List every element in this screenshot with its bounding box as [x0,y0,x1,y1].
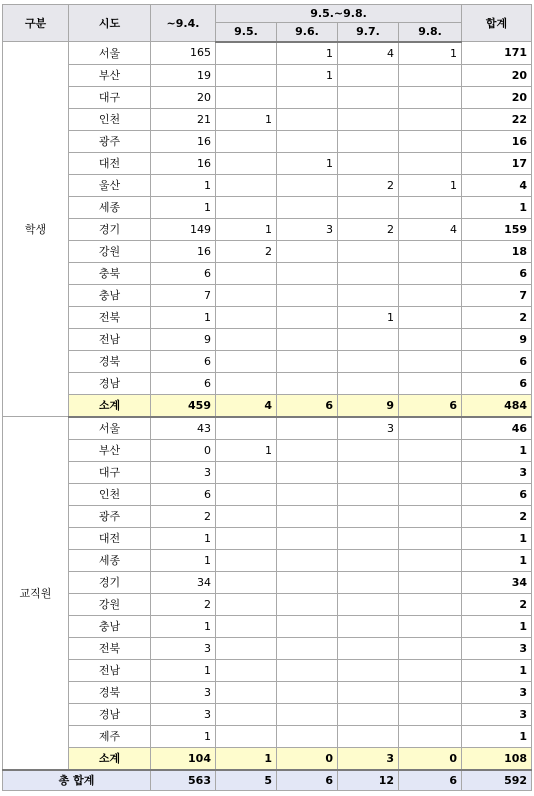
subtotal-value: 3 [338,747,399,770]
table-row [3,505,532,527]
region-cell: 경남 [69,703,151,725]
subtotal-value: 1 [216,747,277,770]
value-cell [338,703,399,725]
value-cell [216,703,277,725]
value-cell [277,306,338,328]
region-cell: 대구 [69,461,151,483]
value-cell: 6 [151,350,216,372]
value-cell [277,549,338,571]
value-cell: 3 [151,681,216,703]
table-row [3,527,532,549]
table-row [3,549,532,571]
subtotal-value: 0 [399,747,462,770]
region-cell: 대구 [69,86,151,108]
total-cell: 6 [462,350,532,372]
value-cell [338,483,399,505]
cases-table [2,4,532,791]
value-cell [399,306,462,328]
table-row [3,659,532,681]
value-cell [338,549,399,571]
category-cell: 교직원 [3,417,69,770]
value-cell [338,505,399,527]
subtotal-row [3,394,532,417]
table-row [3,593,532,615]
subtotal-value: 104 [151,747,216,770]
value-cell [216,372,277,394]
value-cell [338,461,399,483]
value-cell [399,505,462,527]
total-cell: 7 [462,284,532,306]
value-cell [216,306,277,328]
subtotal-value: 6 [277,394,338,417]
value-cell: 19 [151,64,216,86]
grand-total-total: 592 [462,770,532,791]
value-cell [338,372,399,394]
value-cell [277,439,338,461]
region-cell: 인천 [69,483,151,505]
value-cell [338,328,399,350]
total-cell: 1 [462,615,532,637]
value-cell [338,659,399,681]
value-cell [216,505,277,527]
value-cell [216,42,277,65]
value-cell [399,152,462,174]
value-cell: 43 [151,417,216,440]
value-cell [216,637,277,659]
value-cell: 0 [151,439,216,461]
value-cell: 1 [151,659,216,681]
value-cell [338,593,399,615]
value-cell [399,725,462,747]
value-cell [277,659,338,681]
value-cell: 1 [151,725,216,747]
value-cell [338,152,399,174]
value-cell [338,615,399,637]
table-body [3,42,532,791]
region-cell: 광주 [69,505,151,527]
value-cell [338,108,399,130]
total-cell: 171 [462,42,532,65]
region-cell: 경북 [69,681,151,703]
region-cell: 전북 [69,306,151,328]
region-cell: 충남 [69,615,151,637]
value-cell [277,725,338,747]
header-category: 구분 [3,5,69,42]
region-cell: 충남 [69,284,151,306]
grand-total-value: 12 [338,770,399,791]
subtotal-value: 9 [338,394,399,417]
value-cell [277,505,338,527]
total-cell: 6 [462,483,532,505]
table-row [3,703,532,725]
header-before: ~9.4. [151,5,216,42]
value-cell: 3 [151,703,216,725]
value-cell [399,549,462,571]
value-cell [277,615,338,637]
subtotal-value: 459 [151,394,216,417]
total-cell: 1 [462,527,532,549]
region-cell: 강원 [69,240,151,262]
value-cell [277,86,338,108]
value-cell: 3 [277,218,338,240]
total-cell: 3 [462,681,532,703]
value-cell: 6 [151,262,216,284]
total-cell: 9 [462,328,532,350]
value-cell [399,461,462,483]
total-cell: 3 [462,637,532,659]
value-cell [338,725,399,747]
value-cell [399,86,462,108]
table-row [3,328,532,350]
region-cell: 인천 [69,108,151,130]
table-row [3,108,532,130]
table-row [3,240,532,262]
value-cell [277,240,338,262]
value-cell [277,571,338,593]
total-cell: 20 [462,86,532,108]
total-cell: 2 [462,306,532,328]
header-day: 9.5. [216,23,277,42]
table-row [3,196,532,218]
table-row [3,372,532,394]
value-cell: 6 [151,483,216,505]
value-cell [216,152,277,174]
table-row [3,86,532,108]
value-cell [277,703,338,725]
value-cell [399,262,462,284]
value-cell [399,703,462,725]
value-cell: 2 [338,174,399,196]
value-cell [216,615,277,637]
value-cell [277,284,338,306]
subtotal-value: 0 [277,747,338,770]
value-cell [277,262,338,284]
value-cell [277,483,338,505]
total-cell: 4 [462,174,532,196]
value-cell [399,196,462,218]
value-cell [399,483,462,505]
region-cell: 광주 [69,130,151,152]
grand-total-value: 563 [151,770,216,791]
value-cell [338,86,399,108]
value-cell: 1 [216,439,277,461]
header-day: 9.6. [277,23,338,42]
value-cell: 1 [338,306,399,328]
value-cell: 1 [151,174,216,196]
total-cell: 2 [462,505,532,527]
subtotal-label: 소계 [69,747,151,770]
total-cell: 34 [462,571,532,593]
value-cell [277,174,338,196]
value-cell [399,240,462,262]
region-cell: 부산 [69,64,151,86]
table-row [3,42,532,65]
region-cell: 경기 [69,218,151,240]
value-cell: 20 [151,86,216,108]
value-cell [338,350,399,372]
value-cell [399,108,462,130]
value-cell [216,571,277,593]
header-period: 9.5.~9.8. [216,5,462,23]
total-cell: 1 [462,439,532,461]
header-day: 9.7. [338,23,399,42]
value-cell [399,350,462,372]
value-cell [338,527,399,549]
value-cell [338,262,399,284]
value-cell [399,615,462,637]
grand-total-value: 6 [399,770,462,791]
value-cell: 1 [151,527,216,549]
header-region: 시도 [69,5,151,42]
value-cell: 1 [399,174,462,196]
total-cell: 3 [462,703,532,725]
region-cell: 전북 [69,637,151,659]
value-cell [399,328,462,350]
grand-total-label: 총 합계 [3,770,151,791]
total-cell: 2 [462,593,532,615]
value-cell: 1 [277,152,338,174]
value-cell: 1 [151,615,216,637]
value-cell: 3 [151,461,216,483]
value-cell [399,130,462,152]
total-cell: 1 [462,549,532,571]
value-cell: 16 [151,152,216,174]
value-cell [277,417,338,440]
subtotal-row [3,747,532,770]
value-cell [216,461,277,483]
value-cell [216,262,277,284]
value-cell [216,174,277,196]
total-cell: 22 [462,108,532,130]
value-cell: 21 [151,108,216,130]
region-cell: 서울 [69,417,151,440]
value-cell [216,549,277,571]
region-cell: 전남 [69,328,151,350]
value-cell: 6 [151,372,216,394]
value-cell: 3 [338,417,399,440]
subtotal-value: 4 [216,394,277,417]
value-cell [277,372,338,394]
value-cell [277,130,338,152]
total-cell: 18 [462,240,532,262]
table-row [3,218,532,240]
grand-total-row [3,770,532,791]
value-cell [338,240,399,262]
subtotal-total: 484 [462,394,532,417]
value-cell [399,571,462,593]
table-row [3,483,532,505]
value-cell [216,86,277,108]
value-cell [338,130,399,152]
value-cell [338,571,399,593]
value-cell [216,417,277,440]
value-cell: 1 [151,549,216,571]
value-cell [399,681,462,703]
value-cell [399,284,462,306]
value-cell [277,108,338,130]
table-row [3,615,532,637]
value-cell: 1 [277,64,338,86]
table-row [3,174,532,196]
value-cell [399,637,462,659]
table-row [3,152,532,174]
region-cell: 충북 [69,262,151,284]
value-cell [277,196,338,218]
value-cell [338,284,399,306]
region-cell: 경남 [69,372,151,394]
value-cell [277,681,338,703]
table-row [3,681,532,703]
table-row [3,64,532,86]
region-cell: 부산 [69,439,151,461]
table-row [3,284,532,306]
value-cell [338,681,399,703]
value-cell [216,483,277,505]
value-cell [216,328,277,350]
subtotal-label: 소계 [69,394,151,417]
value-cell: 9 [151,328,216,350]
value-cell [399,372,462,394]
total-cell: 6 [462,372,532,394]
value-cell [338,64,399,86]
value-cell [399,64,462,86]
value-cell [399,659,462,681]
value-cell: 34 [151,571,216,593]
value-cell [216,681,277,703]
table-row [3,571,532,593]
value-cell: 2 [151,593,216,615]
value-cell: 1 [277,42,338,65]
header-day: 9.8. [399,23,462,42]
value-cell: 7 [151,284,216,306]
value-cell: 2 [338,218,399,240]
value-cell [216,130,277,152]
region-cell: 세종 [69,196,151,218]
value-cell [216,527,277,549]
grand-total-value: 6 [277,770,338,791]
value-cell: 2 [151,505,216,527]
header-total: 합계 [462,5,532,42]
table-row [3,725,532,747]
region-cell: 경기 [69,571,151,593]
value-cell [216,659,277,681]
table-row [3,350,532,372]
value-cell [277,637,338,659]
total-cell: 3 [462,461,532,483]
table-row [3,417,532,440]
region-cell: 제주 [69,725,151,747]
value-cell: 1 [216,218,277,240]
region-cell: 울산 [69,174,151,196]
region-cell: 경북 [69,350,151,372]
value-cell [216,196,277,218]
value-cell: 165 [151,42,216,65]
table-row [3,262,532,284]
value-cell [338,637,399,659]
total-cell: 1 [462,725,532,747]
value-cell [338,196,399,218]
region-cell: 대전 [69,527,151,549]
total-cell: 6 [462,262,532,284]
total-cell: 1 [462,659,532,681]
value-cell [216,350,277,372]
value-cell: 2 [216,240,277,262]
value-cell [399,417,462,440]
value-cell [277,593,338,615]
region-cell: 서울 [69,42,151,65]
table-row [3,461,532,483]
value-cell [216,725,277,747]
table-row [3,637,532,659]
region-cell: 세종 [69,549,151,571]
value-cell [277,350,338,372]
value-cell: 1 [151,196,216,218]
value-cell [277,527,338,549]
value-cell: 149 [151,218,216,240]
category-cell: 학생 [3,42,69,417]
value-cell: 16 [151,240,216,262]
total-cell: 20 [462,64,532,86]
total-cell: 159 [462,218,532,240]
value-cell: 4 [399,218,462,240]
value-cell: 16 [151,130,216,152]
value-cell [399,527,462,549]
value-cell [216,64,277,86]
value-cell [277,461,338,483]
table-row [3,306,532,328]
region-cell: 전남 [69,659,151,681]
grand-total-value: 5 [216,770,277,791]
total-cell: 1 [462,196,532,218]
value-cell [399,593,462,615]
total-cell: 17 [462,152,532,174]
value-cell: 4 [338,42,399,65]
value-cell [216,593,277,615]
value-cell [216,284,277,306]
table-row [3,439,532,461]
value-cell [399,439,462,461]
value-cell: 3 [151,637,216,659]
table-row [3,130,532,152]
value-cell: 1 [216,108,277,130]
subtotal-total: 108 [462,747,532,770]
region-cell: 강원 [69,593,151,615]
total-cell: 46 [462,417,532,440]
value-cell: 1 [151,306,216,328]
value-cell [277,328,338,350]
subtotal-value: 6 [399,394,462,417]
region-cell: 대전 [69,152,151,174]
total-cell: 16 [462,130,532,152]
value-cell [338,439,399,461]
value-cell: 1 [399,42,462,65]
